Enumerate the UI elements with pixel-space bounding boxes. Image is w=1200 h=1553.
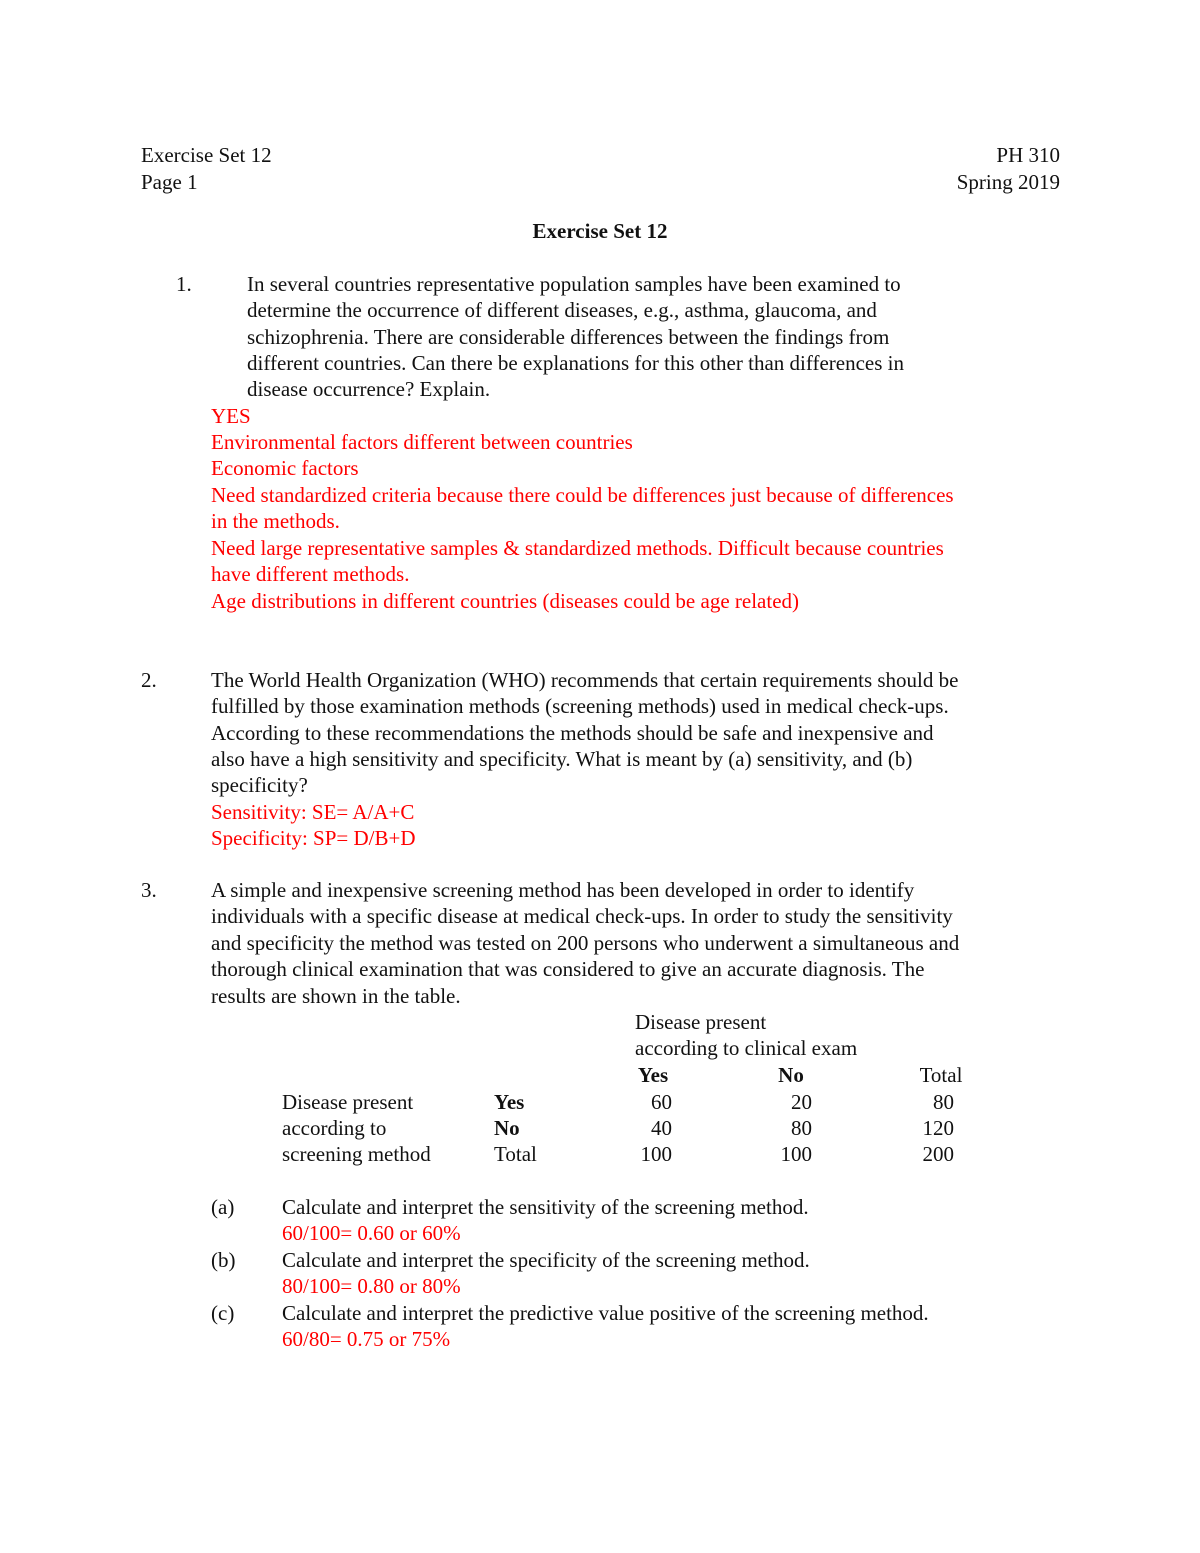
table-row-header-yes: Yes — [494, 1090, 525, 1114]
q2-text-line: The World Health Organization (WHO) recommends that certain requirements should be — [211, 668, 959, 692]
q2-answer-line: Specificity: SP= D/B+D — [211, 826, 416, 850]
q3-part-text: Calculate and interpret the specificity of the screening method. — [282, 1248, 810, 1272]
q1-answer-line: Age distributions in different countries (diseases could be age related) — [211, 589, 800, 613]
q2-text-line: specificity? — [211, 773, 308, 797]
q3-part-label: (a) — [211, 1195, 235, 1219]
q1-answer-line: have different methods. — [211, 562, 410, 586]
q3-part-text: Calculate and interpret the predictive value positive of the screening method. — [282, 1301, 929, 1325]
table-column-caption: Disease present — [635, 1010, 767, 1034]
table-cell: 20 — [791, 1090, 812, 1114]
q2-text-line: According to these recommendations the methods should be safe and inexpensive and — [211, 721, 934, 745]
header-course-code: PH 310 — [996, 143, 1060, 167]
q1-number: 1. — [176, 272, 192, 296]
table-cell: 80 — [791, 1116, 812, 1140]
header-term: Spring 2019 — [956, 170, 1060, 194]
q1-answer-line: Need large representative samples & standardized methods. Difficult because countries — [211, 536, 944, 560]
q3-text-line: and specificity the method was tested on 200 persons who underwent a simultaneous and — [211, 931, 960, 955]
q2-answer-line: Sensitivity: SE= A/A+C — [211, 800, 415, 824]
header-course-left: Exercise Set 12 — [141, 143, 272, 167]
q3-part-label: (b) — [211, 1248, 236, 1272]
table-cell: 200 — [922, 1142, 954, 1166]
q2-text-line: fulfilled by those examination methods (screening methods) used in medical check-ups. — [211, 694, 949, 718]
table-cell: 120 — [922, 1116, 954, 1140]
table-cell: 100 — [640, 1142, 672, 1166]
q2-text-line: also have a high sensitivity and specificity. What is meant by (a) sensitivity, and (b) — [211, 747, 913, 771]
q3-part-text: Calculate and interpret the sensitivity of the screening method. — [282, 1195, 809, 1219]
header-page-number: Page 1 — [141, 170, 198, 194]
q2-number: 2. — [141, 668, 157, 692]
table-cell: 80 — [933, 1090, 954, 1114]
q1-text-line: In several countries representative population samples have been examined to — [247, 272, 901, 296]
q3-text-line: thorough clinical examination that was considered to give an accurate diagnosis. The — [211, 957, 925, 981]
table-row-caption: Disease present — [282, 1090, 414, 1114]
table-row-header-total: Total — [494, 1142, 537, 1166]
table-cell: 60 — [651, 1090, 672, 1114]
q3-text-line: results are shown in the table. — [211, 984, 461, 1008]
q1-answer-line: Environmental factors different between countries — [211, 430, 633, 454]
q3-part-label: (c) — [211, 1301, 235, 1325]
q3-number: 3. — [141, 878, 157, 902]
q3-text-line: individuals with a specific disease at medical check-ups. In order to study the sensitivity — [211, 904, 953, 928]
table-cell: 40 — [651, 1116, 672, 1140]
q1-answer-line: Need standardized criteria because there could be differences just because of differences — [211, 483, 954, 507]
q1-text-line: schizophrenia. There are considerable differences between the findings from — [247, 325, 890, 349]
q3-part-answer: 60/80= 0.75 or 75% — [282, 1327, 451, 1351]
q1-answer-line: in the methods. — [211, 509, 340, 533]
table-col-header-yes: Yes — [637, 1063, 669, 1087]
q3-part-answer: 60/100= 0.60 or 60% — [282, 1221, 461, 1245]
q1-text-line: determine the occurrence of different diseases, e.g., asthma, glaucoma, and — [247, 298, 877, 322]
table-cell: 100 — [780, 1142, 812, 1166]
table-row-caption: screening method — [282, 1142, 431, 1166]
page-title: Exercise Set 12 — [532, 219, 668, 243]
q3-part-answer: 80/100= 0.80 or 80% — [282, 1274, 461, 1298]
table-col-header-no: No — [778, 1063, 804, 1087]
table-col-header-total: Total — [919, 1063, 963, 1087]
q3-text-line: A simple and inexpensive screening method has been developed in order to identify — [211, 878, 915, 902]
table-column-caption: according to clinical exam — [635, 1036, 858, 1060]
q1-answer-line: YES — [211, 404, 251, 428]
q1-text-line: disease occurrence? Explain. — [247, 377, 491, 401]
table-row-header-no: No — [494, 1116, 520, 1140]
q1-text-line: different countries. Can there be explanations for this other than differences in — [247, 351, 904, 375]
q1-answer-line: Economic factors — [211, 456, 359, 480]
table-row-caption: according to — [282, 1116, 387, 1140]
